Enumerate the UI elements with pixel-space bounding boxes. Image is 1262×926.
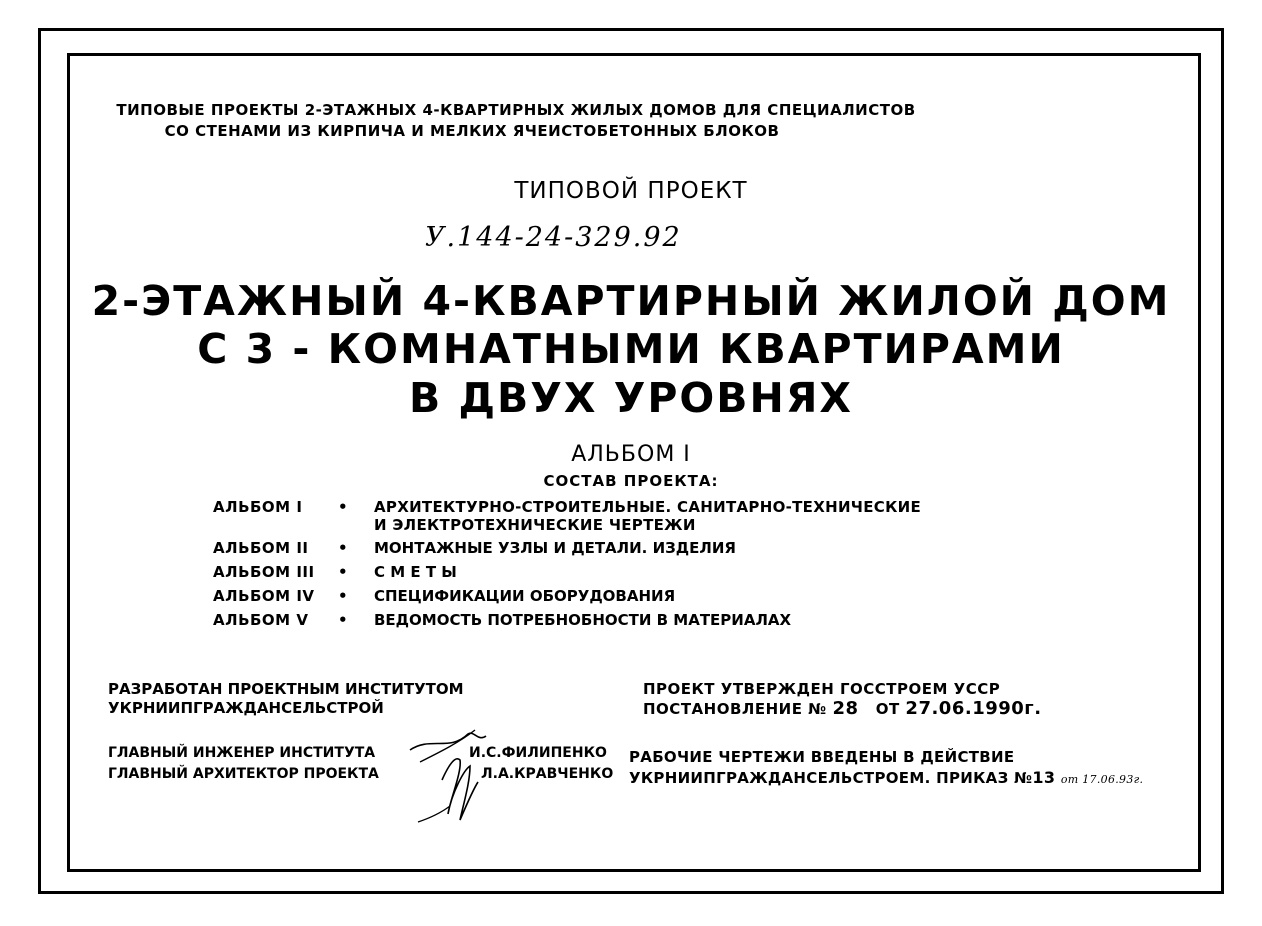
album-description-line: И ЭЛЕКТРОТЕХНИЧЕСКИЕ ЧЕРТЕЖИ [374, 516, 696, 534]
bullet-icon: • [338, 539, 348, 557]
composition-label: СОСТАВ ПРОЕКТА: [543, 472, 719, 490]
main-title-line-1: 2-ЭТАЖНЫЙ 4-КВАРТИРНЫЙ ЖИЛОЙ ДОМ [91, 277, 1171, 325]
approval-date: 27.06.1990г. [905, 698, 1042, 719]
series-title [0, 100, 1262, 142]
album-name: АЛЬБОМ V [213, 611, 309, 629]
album-description: СПЕЦИФИКАЦИИ ОБОРУДОВАНИЯ [374, 587, 676, 605]
album-row [213, 608, 921, 632]
bullet-icon: • [338, 498, 348, 516]
developer-line-1: РАЗРАБОТАН ПРОЕКТНЫМ ИНСТИТУТОМ [108, 680, 464, 698]
album-row [213, 536, 921, 560]
album-row [213, 495, 921, 534]
project-label: ТИПОВОЙ ПРОЕКТ [514, 178, 748, 204]
album-header: АЛЬБОМ I [571, 442, 691, 467]
approval-number: 28 [832, 698, 859, 719]
album-name: АЛЬБОМ I [213, 498, 303, 516]
enactment-line-2 [629, 768, 1143, 787]
main-title-line-3: В ДВУХ УРОВНЯХ [408, 374, 854, 422]
approval-from: ОТ [875, 700, 900, 718]
chief-engineer-name: И.С.ФИЛИПЕНКО [469, 745, 607, 761]
chief-architect-title: ГЛАВНЫЙ АРХИТЕКТОР ПРОЕКТА [108, 766, 379, 782]
album-description: МОНТАЖНЫЕ УЗЛЫ И ДЕТАЛИ. ИЗДЕЛИЯ [374, 539, 736, 557]
order-date: от 17.06.93г. [1060, 773, 1144, 786]
main-title-line-2: С 3 - КОМНАТНЫМИ КВАРТИРАМИ [197, 325, 1065, 373]
enactment-text: УКРНИИПГРАЖДАНСЕЛЬСТРОЕМ. ПРИКАЗ № [629, 769, 1033, 787]
developer-block [108, 680, 464, 718]
album-description [374, 495, 921, 534]
album-name: АЛЬБОМ II [213, 539, 309, 557]
approval-line-2 [643, 699, 1042, 719]
approval-block [643, 680, 1042, 719]
chief-architect-name: Л.А.КРАВЧЕНКО [481, 766, 614, 782]
album-name: АЛЬБОМ IV [213, 587, 315, 605]
series-line-2: СО СТЕНАМИ ИЗ КИРПИЧА И МЕЛКИХ ЯЧЕИСТОБЕТОННЫХ БЛОКОВ [164, 122, 780, 140]
album-description-line: АРХИТЕКТУРНО-СТРОИТЕЛЬНЫЕ. САНИТАРНО-ТЕХНИЧЕСКИЕ [374, 498, 922, 516]
project-code: У.144-24-329.92 [425, 222, 682, 253]
album-list [213, 495, 921, 632]
album-name: АЛЬБОМ III [213, 563, 315, 581]
album-description: С М Е Т Ы [374, 563, 457, 581]
approval-prefix: ПОСТАНОВЛЕНИЕ № [643, 700, 827, 718]
enactment-line-1: РАБОЧИЕ ЧЕРТЕЖИ ВВЕДЕНЫ В ДЕЙСТВИЕ [629, 748, 1015, 766]
album-row [213, 584, 921, 608]
approval-line-1: ПРОЕКТ УТВЕРЖДЕН ГОССТРОЕМ УССР [643, 680, 1001, 698]
bullet-icon: • [338, 587, 348, 605]
order-number: 13 [1032, 768, 1056, 787]
bullet-icon: • [338, 563, 348, 581]
series-line-1: ТИПОВЫЕ ПРОЕКТЫ 2-ЭТАЖНЫХ 4-КВАРТИРНЫХ ЖИЛЫХ ДОМОВ ДЛЯ СПЕЦИАЛИСТОВ [116, 101, 916, 119]
bullet-icon: • [338, 611, 348, 629]
album-row [213, 560, 921, 584]
signature-icon [390, 722, 510, 832]
developer-line-2: УКРНИИПГРАЖДАНСЕЛЬСТРОЙ [108, 699, 384, 717]
album-description: ВЕДОМОСТЬ ПОТРЕБНОБНОСТИ В МАТЕРИАЛАХ [374, 611, 792, 629]
chief-engineer-title: ГЛАВНЫЙ ИНЖЕНЕР ИНСТИТУТА [108, 745, 376, 761]
